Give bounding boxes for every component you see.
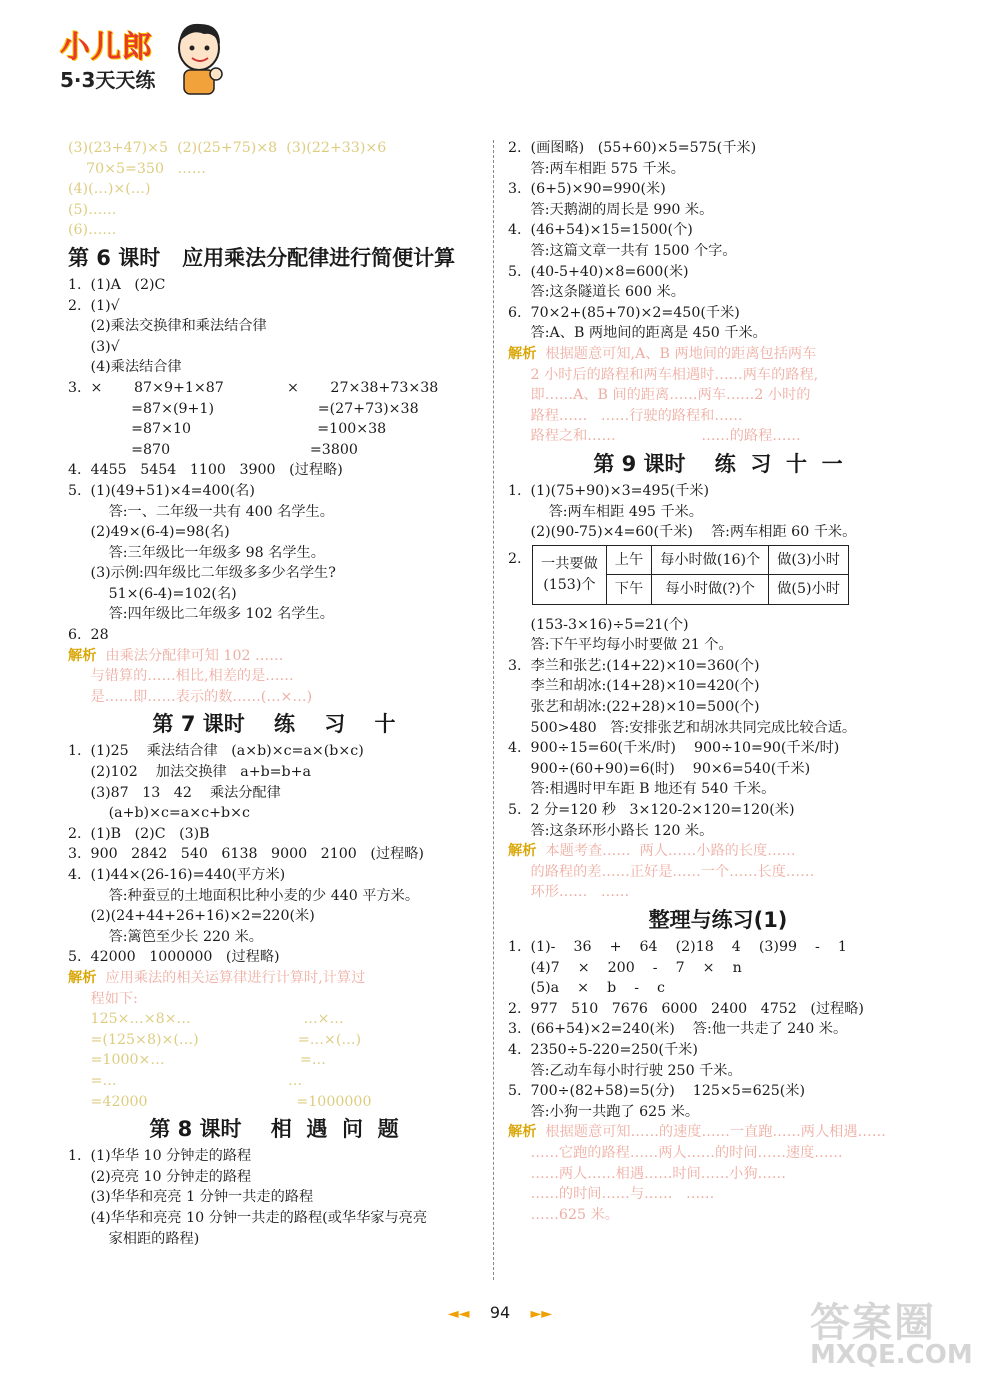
analysis-label: 解析 (508, 345, 537, 362)
table-pm-rate: 每小时做(?)个 (652, 575, 769, 605)
analysis-label: 解析 (68, 647, 97, 664)
answer-line: (4)7 × 200 - 7 × n (508, 959, 742, 976)
faded-line: (6)…… (68, 222, 117, 239)
answer-line: 51×(6-4)=102(名) (68, 585, 237, 602)
table-am-hours: 做(3)小时 (769, 545, 849, 575)
faded-line: (3)(23+47)×5 (2)(25+75)×8 (3)(22+33)×6 (68, 140, 387, 156)
answer-line: 答:乙动车每小时行驶 250 千米。 (508, 1062, 742, 1079)
mascot-boy-icon (170, 18, 228, 98)
analysis-text: 环形…… …… (508, 884, 630, 901)
answer-line: 6. 28 (68, 627, 109, 644)
brand-title: 小儿郎 (60, 30, 153, 65)
answer-line: 答:三年级比一年级多 98 名学生。 (68, 544, 325, 561)
answer-line: 5. (40-5+40)×8=600(米) (508, 263, 689, 280)
answer-line: 答:四年级比二年级多 102 名学生。 (68, 606, 334, 623)
answer-line: 2. (画图略) (55+60)×5=575(千米) (508, 140, 757, 156)
question-number: 2. (508, 550, 522, 567)
lesson-7-title: 第 7 课时 练 习 十 (152, 712, 396, 737)
watermark-title: 答案圈 (810, 1300, 936, 1346)
table-pm-hours: 做(5)小时 (769, 575, 849, 605)
answer-line: 1. (1)25 乘法结合律 (a×b)×c=a×(b×c) (68, 743, 364, 760)
answer-line: 答:这条隧道长 600 米。 (508, 284, 685, 301)
answer-line: (4)华华和亮亮 10 分钟一共走的路程(或华华家与亮亮 (68, 1209, 428, 1226)
answer-line: 4. (46+54)×15=1500(个) (508, 222, 693, 239)
analysis-text: 程如下: (68, 990, 138, 1007)
answer-line: (2)(90-75)×4=60(千米) 答:两车相距 60 千米。 (508, 524, 857, 541)
answer-line: 答:篱笆至少长 220 米。 (68, 928, 263, 945)
answer-line: 答:种蚕豆的土地面积比种小麦的少 440 平方米。 (68, 887, 420, 904)
answer-line: 李兰和胡冰:(14+28)×10=420(个) (508, 678, 760, 695)
answer-line: 家相距的路程) (68, 1230, 200, 1247)
analysis-text: 路程…… ……行驶的路程和…… (508, 407, 743, 424)
faded-line: 70×5=350 …… (68, 160, 206, 177)
analysis-text: 路程之和…… ……的路程…… (508, 428, 801, 445)
right-column (508, 138, 928, 1225)
answer-line: 2. (1)B (2)C (3)B (68, 825, 210, 842)
table-total-cell: 一共要做 (153)个 (533, 545, 607, 604)
analysis-text: 是……即……表示的数……(…×…) (68, 688, 313, 705)
answer-line: 答:天鹅湖的周长是 990 米。 (508, 201, 714, 218)
answer-line: =870 =3800 (68, 441, 358, 458)
answer-line: (2)亮亮 10 分钟走的路程 (68, 1168, 252, 1185)
faded-line: (5)…… (68, 201, 117, 218)
answer-line: 答:下午平均每小时要做 21 个。 (508, 637, 733, 654)
answer-line: 答:这条环形小路长 120 米。 (508, 822, 714, 839)
review-title: 整理与练习(1) (648, 908, 788, 932)
answer-line: 3. (6+5)×90=990(米) (508, 181, 666, 198)
answer-line: 答:小狗一共跑了 625 米。 (508, 1103, 700, 1120)
analysis-text: ……625 米。 (508, 1206, 619, 1223)
answer-line: 4. 4455 5454 1100 3900 (过程略) (68, 462, 343, 479)
answer-line: 4. (1)44×(26-16)=440(平方米) (68, 867, 286, 883)
answer-line: (2)(24+44+26+16)×2=220(米) (68, 908, 315, 925)
next-page-arrows-icon: ►► (530, 1306, 553, 1322)
answer-line: 1. (1)- 36 + 64 (2)18 4 (3)99 - 1 (508, 939, 847, 955)
answer-line: 张艺和胡冰:(22+28)×10=500(个) (508, 699, 760, 716)
left-column (68, 138, 480, 1249)
answer-line: (3)87 13 42 乘法分配律 (68, 784, 281, 801)
production-table (532, 545, 849, 605)
answer-line: 2. (1)√ (68, 297, 120, 314)
analysis-text: 2 小时后的路程和两车相遇时……两车的路程, (508, 366, 819, 383)
answer-line: (2)49×(6-4)=98(名) (68, 524, 230, 541)
answer-line: (5)a × b - c (508, 980, 665, 997)
answer-line: 3. (66+54)×2=240(米) 答:他一共走了 240 米。 (508, 1021, 848, 1038)
faded-line: =… … (68, 1072, 303, 1089)
answer-line: 3. 900 2842 540 6138 9000 2100 (过程略) (68, 846, 424, 863)
answer-line: 答:两车相距 495 千米。 (508, 503, 703, 520)
lesson-6-title: 第 6 课时 应用乘法分配律进行简便计算 (68, 245, 456, 270)
analysis-label: 解析 (508, 1124, 537, 1141)
answer-line: 5. 42000 1000000 (过程略) (68, 949, 280, 966)
analysis-text: 的路程的差……正好是……一个……长度…… (508, 863, 815, 880)
brand-logo (58, 18, 228, 98)
analysis-label: 解析 (508, 843, 537, 860)
prev-page-arrows-icon: ◄◄ (447, 1306, 470, 1322)
lesson-9-title: 第 9 课时 练 习 十 一 (593, 451, 843, 476)
watermark-url: MXQE.COM (810, 1340, 973, 1370)
answer-line: 5. (1)(49+51)×4=400(名) (68, 482, 255, 499)
analysis-text: 由乘法分配律可知 102 …… (96, 647, 284, 664)
analysis-label: 解析 (68, 969, 97, 986)
answer-line: (2)乘法交换律和乘法结合律 (68, 318, 267, 335)
watermark (810, 1291, 990, 1370)
column-divider (493, 140, 494, 1280)
analysis-text: 根据题意可知,A、B 两地间的距离包括两车 (536, 345, 817, 362)
table-am-rate: 每小时做(16)个 (652, 545, 769, 575)
answer-line: 900÷(60+90)=6(时) 90×6=540(千米) (508, 760, 811, 777)
answer-line: 答:相遇时甲车距 B 地还有 540 千米。 (508, 781, 776, 798)
analysis-text: ……两人……相遇……时间……小狗…… (508, 1165, 786, 1182)
answer-line: 5. 700÷(82+58)=5(分) 125×5=625(米) (508, 1083, 806, 1100)
brand-subtitle: 5·3天天练 (60, 68, 156, 92)
faded-line: (4)(…)×(…) (68, 181, 151, 198)
answer-line: (153-3×16)÷5=21(个) (508, 616, 689, 633)
answer-line: 4. 2350÷5-220=250(千米) (508, 1041, 698, 1058)
answer-line: 500>480 答:安排张艺和胡冰共同完成比较合适。 (508, 719, 857, 736)
answer-line: 答:两车相距 575 千米。 (508, 160, 685, 177)
answer-line: 5. 2 分=120 秒 3×120-2×120=120(米) (508, 802, 795, 819)
answer-line: (a+b)×c=a×c+b×c (68, 805, 250, 822)
analysis-text: 本题考查…… 两人……小路的长度…… (536, 843, 796, 860)
analysis-text: 即……A、B 间的距离……两车……2 小时的 (508, 387, 811, 404)
answer-line: 1. (1)A (2)C (68, 276, 166, 293)
page-number: 94 (489, 1303, 511, 1322)
analysis-text: 应用乘法的相关运算律进行计算时,计算过 (96, 969, 366, 986)
answer-line: 答:一、二年级一共有 400 名学生。 (68, 503, 334, 520)
analysis-text: ……它跑的路程……两人……的时间……速度…… (508, 1144, 843, 1161)
answer-line: (2)102 加法交换律 a+b=b+a (68, 764, 311, 781)
answer-line: 3. 李兰和张艺:(14+22)×10=360(个) (508, 657, 760, 674)
answer-line: (3)√ (68, 338, 120, 355)
answer-line: 1. (1)(75+90)×3=495(千米) (508, 482, 710, 499)
answer-line: 4. 900÷15=60(千米/时) 900÷10=90(千米/时) (508, 740, 840, 757)
answer-line: 6. 70×2+(85+70)×2=450(千米) (508, 304, 740, 321)
analysis-text: 根据题意可知……的速度……一直跑……两人相遇…… (536, 1124, 886, 1141)
answer-line: =87×10 =100×38 (68, 421, 387, 438)
table-am: 上午 (606, 545, 651, 575)
analysis-text: ……的时间……与…… …… (508, 1186, 715, 1203)
faded-line: =1000×… =… (68, 1052, 326, 1069)
answer-line: 3. × 87×9+1×87 × 27×38+73×38 (68, 379, 439, 396)
question-2-block (508, 545, 928, 615)
answer-line: (3)示例:四年级比二年级多多少名学生? (68, 565, 336, 582)
answer-line: (3)华华和亮亮 1 分钟一共走的路程 (68, 1189, 314, 1206)
answer-line: 1. (1)华华 10 分钟走的路程 (68, 1148, 252, 1165)
lesson-8-title: 第 8 课时 相 遇 问 题 (149, 1117, 399, 1142)
faded-line: =42000 =1000000 (68, 1093, 372, 1110)
answer-line: 答:A、B 两地间的距离是 450 千米。 (508, 325, 767, 342)
answer-line: (4)乘法结合律 (68, 359, 182, 376)
answer-line: =87×(9+1) =(27+73)×38 (68, 400, 419, 417)
table-pm: 下午 (606, 575, 651, 605)
faded-line: =(125×8)×(…) =…×(…) (68, 1031, 362, 1048)
faded-line: 125×…×8×… …×… (68, 1011, 344, 1028)
answer-line: 2. 977 510 7676 6000 2400 4752 (过程略) (508, 1000, 864, 1017)
analysis-text: 与错算的……相比,相差的是…… (68, 668, 294, 685)
answer-line: 答:这篇文章一共有 1500 个字。 (508, 242, 737, 259)
